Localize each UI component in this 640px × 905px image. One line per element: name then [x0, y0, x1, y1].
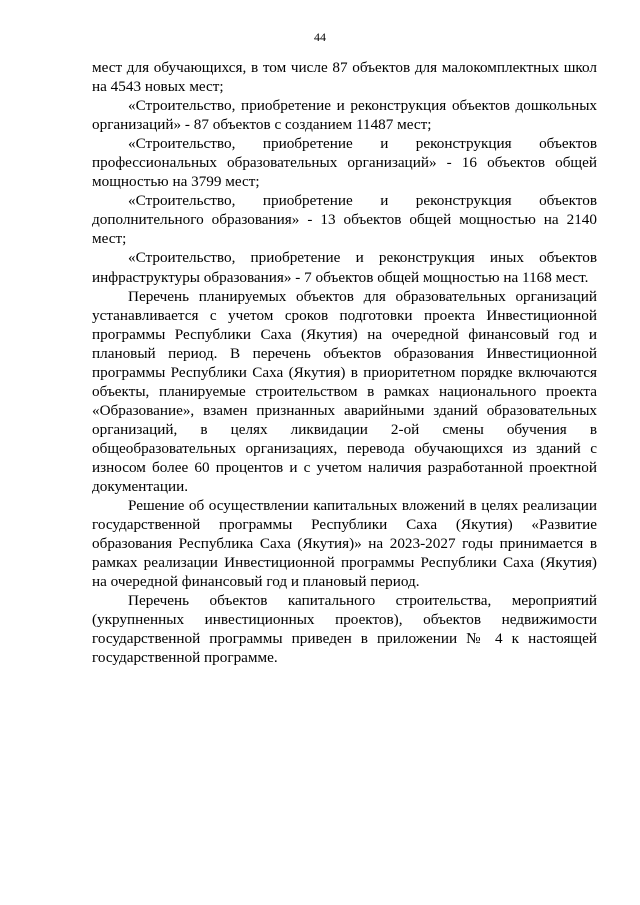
paragraph-preschool-construction: «Строительство, приобретение и реконструкция объектов дошкольных организаций» - 87 объектов с созданием 11487 мест;: [92, 97, 597, 134]
paragraph-continuation: мест для обучающихся, в том числе 87 объектов для малокомплектных школ на 4543 новых мест;: [92, 59, 597, 96]
paragraph-infrastructure-construction: «Строительство, приобретение и реконструкция иных объектов инфраструктуры образования» - 7 объектов общей мощностью на 1168 мест.: [92, 249, 597, 286]
paragraph-capital-construction-list: Перечень объектов капитального строительства, мероприятий (укрупненных инвестиционных проектов), объектов недвижимости государственной программы приведен в приложении № 4 к настоящей государственной программе.: [92, 592, 597, 667]
page-number: 44: [314, 30, 326, 44]
paragraph-professional-construction: «Строительство, приобретение и реконструкция объектов профессиональных образовательных организаций» - 16 объектов общей мощностью на 3799 мест;: [92, 135, 597, 191]
document-body: [92, 58, 597, 668]
paragraph-additional-education-construction: «Строительство, приобретение и реконструкция объектов дополнительного образования» - 13 объектов общей мощностью на 2140 мест;: [92, 192, 597, 248]
paragraph-capital-investment-decision: Решение об осуществлении капитальных вложений в целях реализации государственной программы Республики Саха (Якутия) «Развитие образования Республика Саха (Якутия)» на 2023-2027 годы принимается в рамках реализации Инвестиционной программы Республики Саха (Якутия) на очередной финансовый год и плановый период.: [92, 497, 597, 591]
paragraph-planned-objects-list: Перечень планируемых объектов для образовательных организаций устанавливается с учетом сроков подготовки проекта Инвестиционной программы Республики Саха (Якутия) на очередной финансовый год и плановый период. В перечень объектов образования Инвестиционной программы Республики Саха (Якутия) в приоритетном порядке включаются объекты, планируемые строительством в рамках национального проекта «Образование», взамен признанных аварийными зданий образовательных организаций, в целях ликвидации 2-ой смены обучения в общеобразовательных организациях, перевода обучающихся из зданий с износом более 60 процентов и с учетом наличия разработанной проектной документации.: [92, 287, 597, 496]
